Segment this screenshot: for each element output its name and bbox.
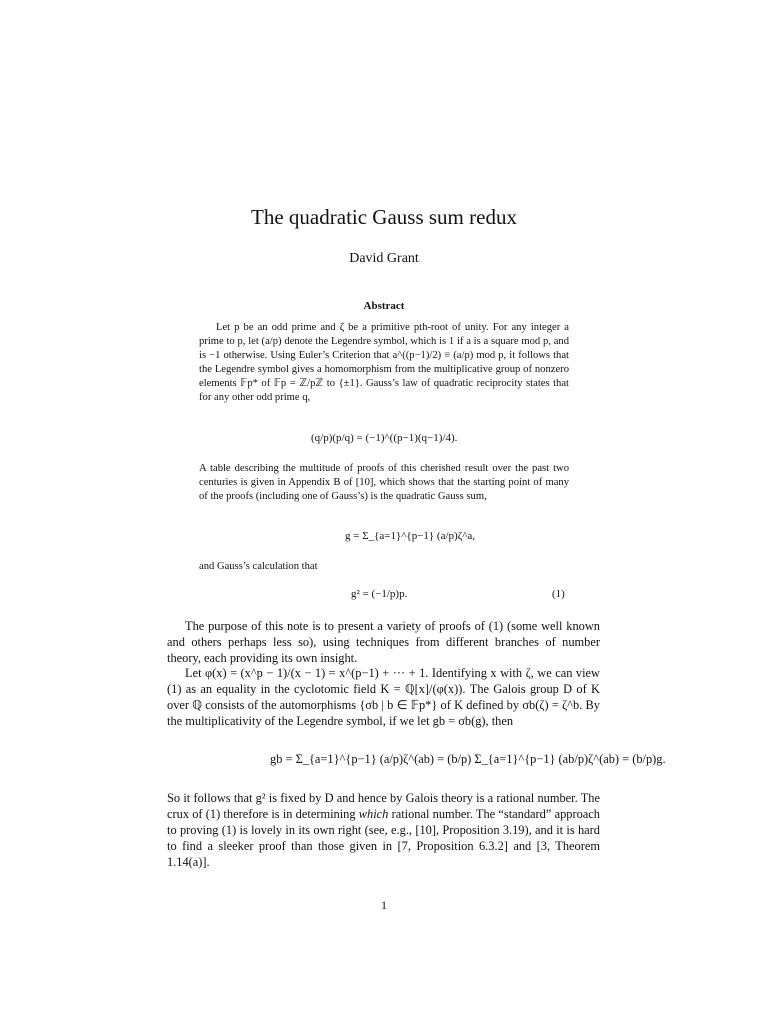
body-paragraph-1: The purpose of this note is to present a variety of proofs of (1) (some well known and others perhaps less so), using techniques from different branches of number theory, each providing its own insight. — [167, 619, 600, 665]
body-paragraph-3-part-1: So it follows that g² is fixed by D and hence by Galois theory is a rational number. The crux of (1) therefore is in determining — [167, 791, 600, 821]
paper-title: The quadratic Gauss sum redux — [251, 205, 517, 229]
body-paragraph-3-part-2: rational number. The “standard” approach to proving (1) is lovely in its own right (see, e.g., [10], Proposition 3.19), and it is hard to find a sleeker proof than those given in [7, Proposition 6.3.2] and [3, Theorem 1.14(a)]. — [167, 807, 600, 869]
equation-main: g² = (−1/p)p. — [351, 588, 408, 600]
page-number: 1 — [381, 898, 387, 912]
equation-gb: gb = Σ_{a=1}^{p−1} (a/p)ζ^(ab) = (b/p) Σ_{a=1}^{p−1} (ab/p)ζ^(ab) = (b/p)g. — [270, 752, 666, 766]
abstract-paragraph-3: and Gauss’s calculation that — [199, 561, 318, 572]
body-paragraph-3 — [167, 790, 600, 870]
equation-reciprocity: (q/p)(p/q) = (−1)^((p−1)(q−1)/4). — [311, 432, 458, 444]
abstract-heading: Abstract — [363, 300, 405, 312]
abstract-paragraph-1: Let p be an odd prime and ζ be a primitive pth-root of unity. For any integer a prime to p, let (a/p) denote the Legendre symbol, which is 1 if a is a square mod p, and is −1 otherwise. Using Euler’s Criterion that a^((p−1)/2) ≡ (a/p) mod p, it follows that the Legendre symbol gives a homomorphism from the multiplicative group of nonzero elements 𝔽p* of 𝔽p = ℤ/pℤ to {±1}. Gauss’s law of quadratic reciprocity states that for any other odd prime q, — [199, 322, 569, 403]
paper-author: David Grant — [349, 251, 419, 266]
equation-number: (1) — [552, 588, 565, 600]
body-paragraph-3-emphasis: which — [358, 807, 389, 821]
abstract-paragraph-2: A table describing the multitude of proofs of this cherished result over the past two centuries is given in Appendix B of [10], which shows that the starting point of many of the proofs (including one of Gauss’s) is the quadratic Gauss sum, — [199, 463, 569, 502]
equation-gauss-sum: g = Σ_{a=1}^{p−1} (a/p)ζ^a, — [345, 530, 476, 542]
body-paragraph-2: Let φ(x) = (x^p − 1)/(x − 1) = x^(p−1) + ··· + 1. Identifying x with ζ, we can view (1) as an equality in the cyclotomic field K = ℚ[x]/(φ(x)). The Galois group D of K over ℚ consists of the automorphisms {σb | b ∈ 𝔽p*} of K defined by σb(ζ) = ζ^b. By the multiplicativity of the Legendre symbol, if we let gb = σb(g), then — [167, 666, 600, 728]
